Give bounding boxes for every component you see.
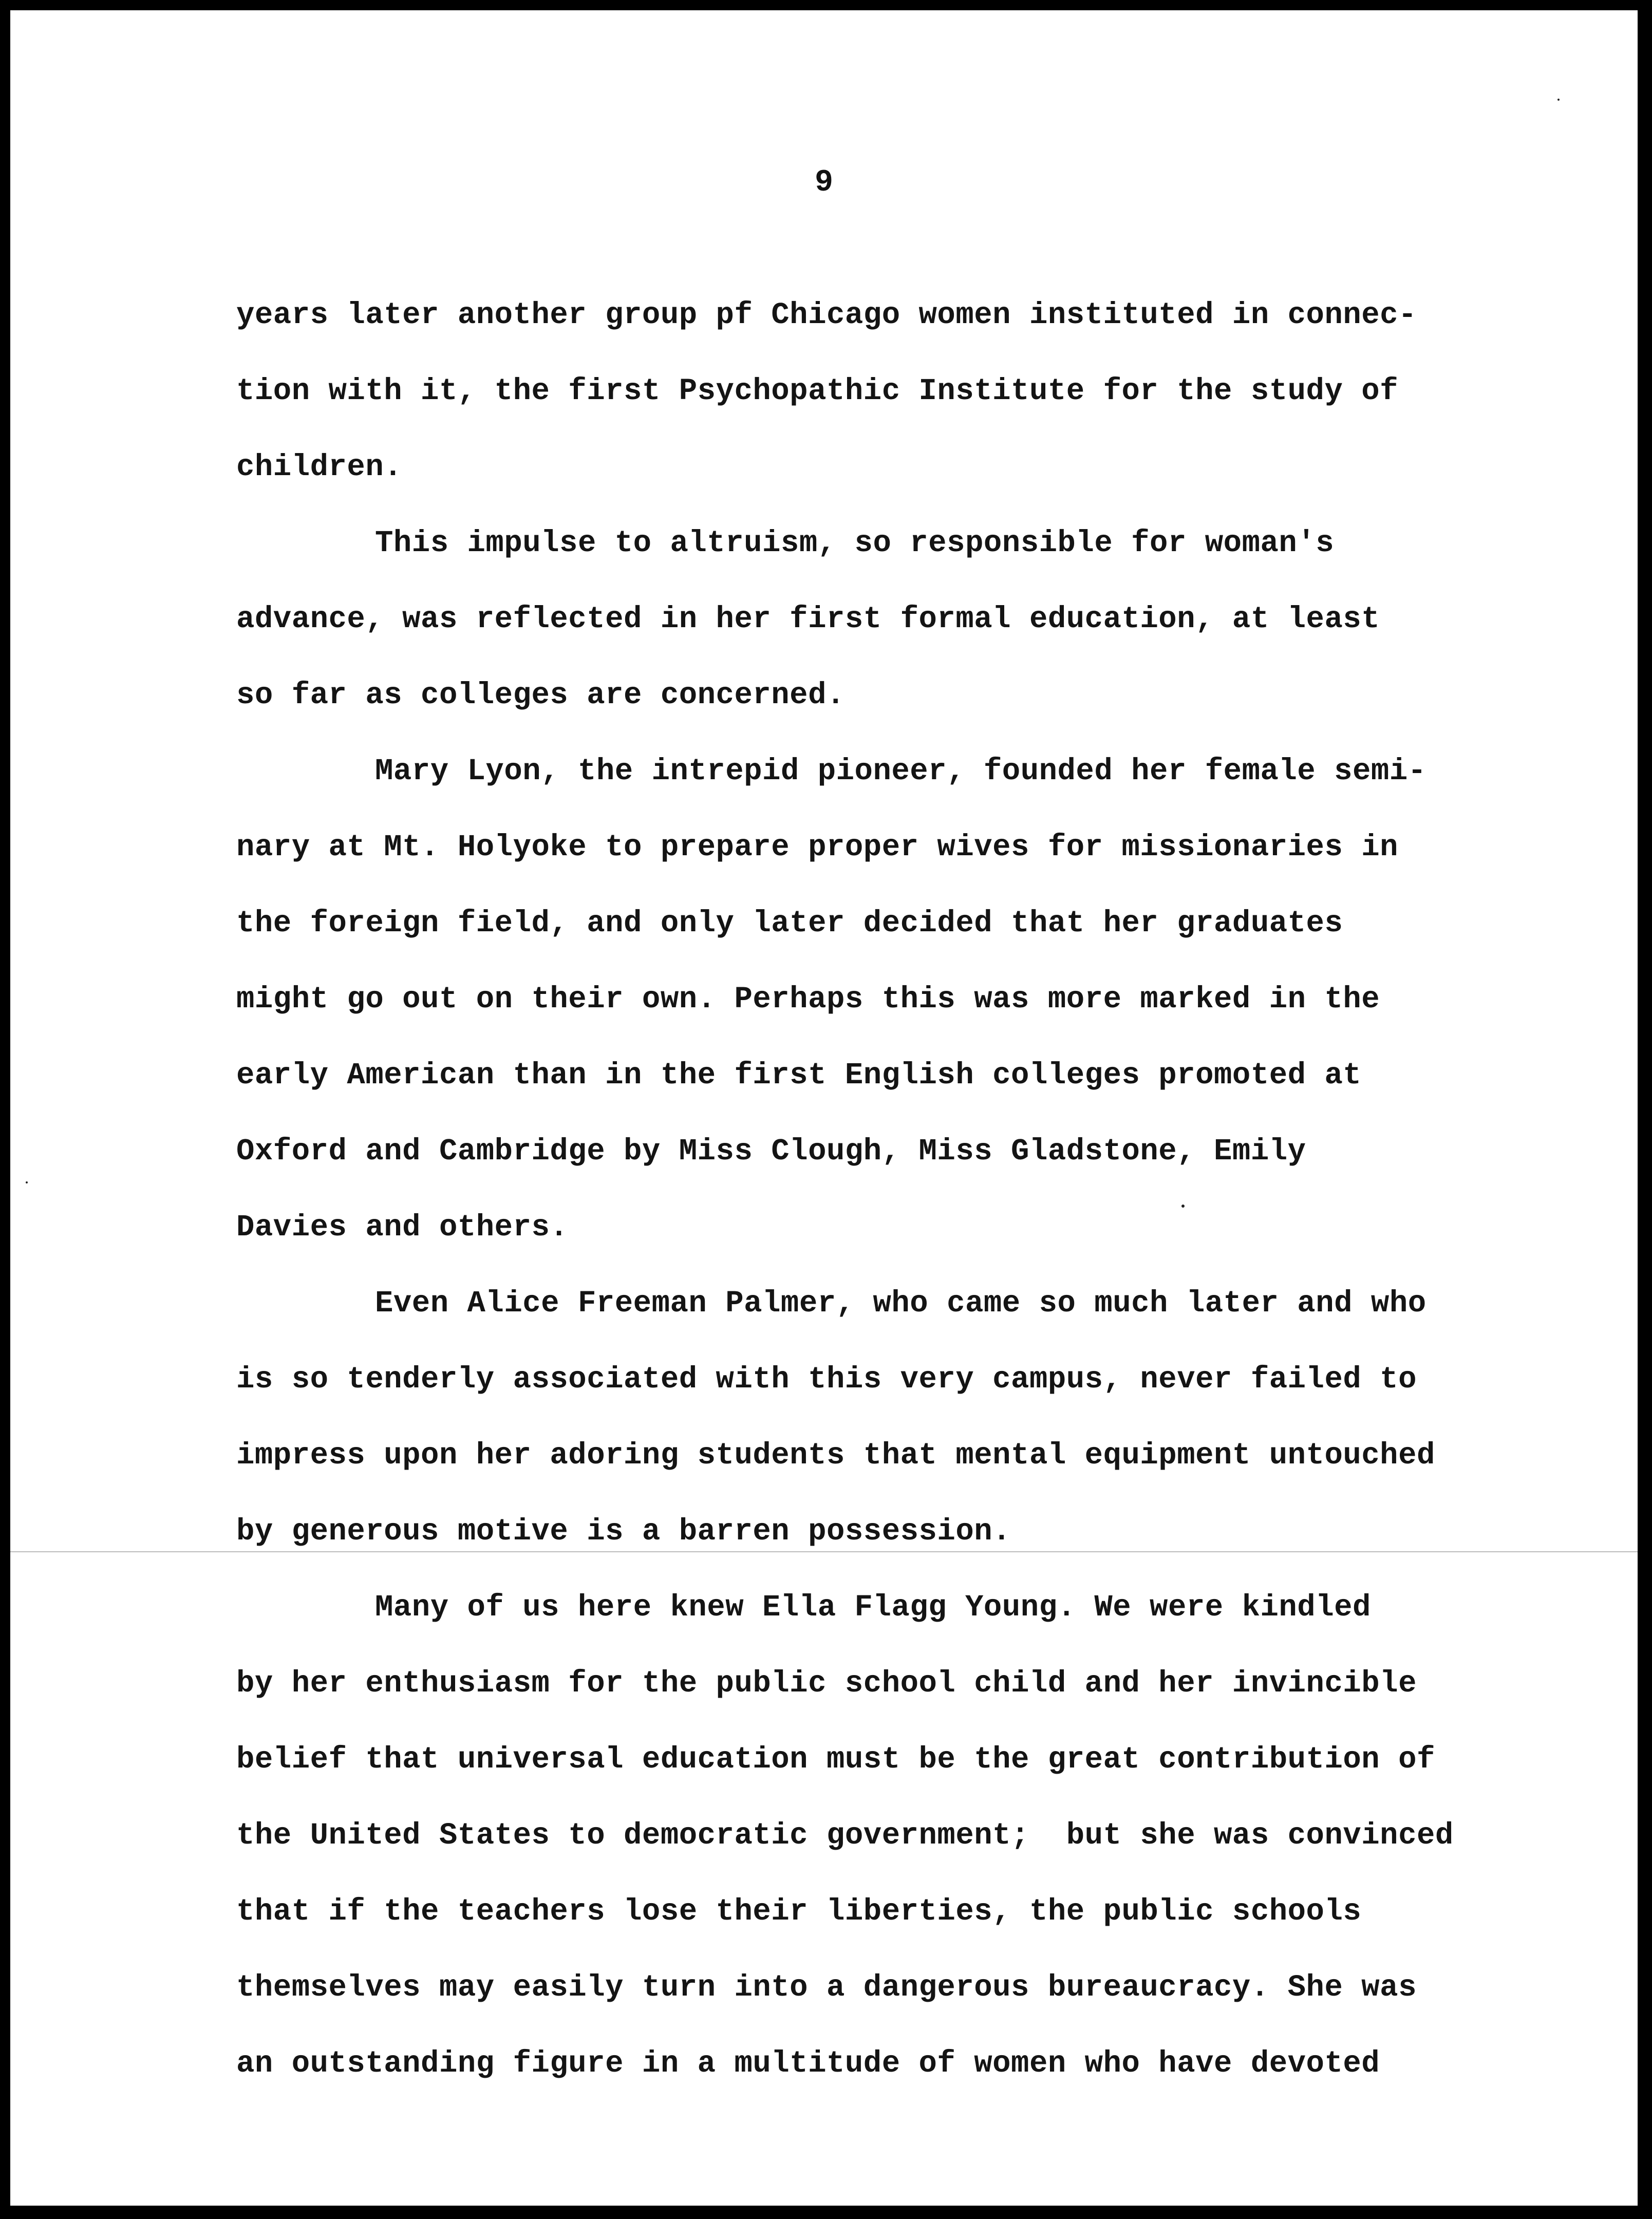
text-line: Even Alice Freeman Palmer, who came so much later and who bbox=[375, 1286, 1426, 1321]
page-number: 9 bbox=[814, 165, 833, 200]
document-page bbox=[10, 10, 1642, 2206]
text-line: children. bbox=[236, 450, 403, 484]
text-line: themselves may easily turn into a dangerous bureaucracy. She was bbox=[236, 1970, 1417, 2005]
text-line: This impulse to altruism, so responsible for woman's bbox=[375, 526, 1335, 560]
text-line: the foreign field, and only later decided that her graduates bbox=[236, 906, 1343, 941]
text-line: by her enthusiasm for the public school child and her invincible bbox=[236, 1666, 1417, 1701]
paragraph bbox=[236, 277, 1551, 505]
text-line: belief that universal education must be the great contribution of bbox=[236, 1742, 1435, 1777]
text-line: Mary Lyon, the intrepid pioneer, founded her female semi- bbox=[375, 754, 1426, 788]
text-line: so far as colleges are concerned. bbox=[236, 678, 845, 712]
text-line: tion with it, the first Psychopathic Institute for the study of bbox=[236, 374, 1399, 408]
text-line: might go out on their own. Perhaps this was more marked in the bbox=[236, 982, 1380, 1017]
paragraph bbox=[236, 1266, 1551, 1570]
text-line: nary at Mt. Holyoke to prepare proper wives for missionaries in bbox=[236, 830, 1399, 864]
text-line: Davies and others. bbox=[236, 1210, 569, 1245]
text-line: years later another group pf Chicago women instituted in connec- bbox=[236, 298, 1417, 332]
paragraph bbox=[236, 1570, 1551, 2102]
text-line: that if the teachers lose their liberties, the public schools bbox=[236, 1894, 1362, 1929]
text-line: Many of us here knew Ella Flagg Young. We were kindled bbox=[375, 1590, 1371, 1625]
speck-mark bbox=[26, 1181, 28, 1183]
text-line: advance, was reflected in her first formal education, at least bbox=[236, 602, 1380, 636]
paragraph bbox=[236, 505, 1551, 734]
text-line: Oxford and Cambridge by Miss Clough, Miss Gladstone, Emily bbox=[236, 1134, 1306, 1169]
text-line: by generous motive is a barren possession. bbox=[236, 1514, 1011, 1549]
body-text bbox=[236, 277, 1551, 2102]
speck-mark bbox=[1557, 99, 1560, 101]
text-line: early American than in the first English colleges promoted at bbox=[236, 1058, 1362, 1093]
text-line: impress upon her adoring students that mental equipment untouched bbox=[236, 1438, 1435, 1473]
text-line: is so tenderly associated with this very campus, never failed to bbox=[236, 1362, 1417, 1397]
text-line: an outstanding figure in a multitude of women who have devoted bbox=[236, 2046, 1380, 2081]
text-line: the United States to democratic government; but she was convinced bbox=[236, 1818, 1454, 1853]
paragraph bbox=[236, 734, 1551, 1266]
